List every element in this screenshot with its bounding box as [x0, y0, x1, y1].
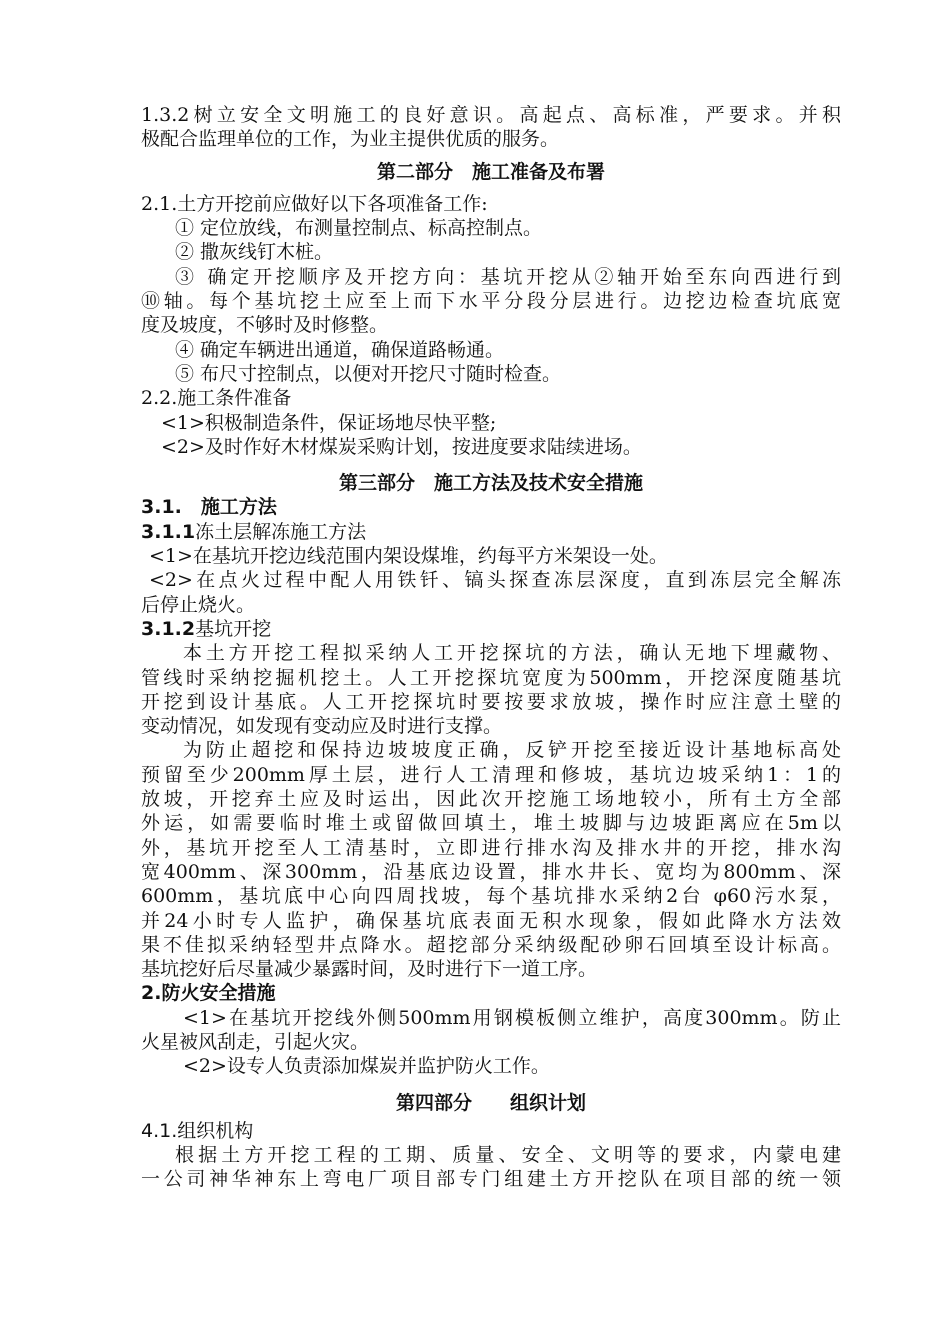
condition-item-2: <2>及时作好木材煤炭采购计划，按进度要求陆续进场。 — [161, 435, 642, 458]
excavation-para-2-line-4: 外运，如需要临时堆土或留做回填土，堆土坡脚与边坡距离应在5m以 — [141, 812, 841, 835]
paragraph-2-2: 2.2.施工条件准备 — [141, 387, 292, 410]
subsection-3-1-1-heading — [141, 520, 841, 544]
section-4-heading: 第四部分 组织计划 — [395, 1091, 586, 1114]
subsection-3-1-2-title: 基坑开挖 — [195, 617, 272, 640]
section-2-heading: 第二部分 施工准备及布署 — [376, 160, 605, 183]
excavation-para-2-line-1: 为防止超挖和保持边坡坡度正确，反铲开挖至接近设计基地标高处 — [183, 739, 841, 762]
list-item-4: ④ 确定车辆进出通道，确保道路畅通。 — [175, 338, 505, 361]
organization-para-line-1: 根据土方开挖工程的工期、质量、安全、文明等的要求，内蒙电建 — [175, 1144, 841, 1167]
fire-measure-1-line-1: <1>在基坑开挖线外侧500mm用钢模板侧立维护，高度300mm。防止 — [183, 1006, 841, 1029]
document-body — [141, 103, 841, 1192]
fire-measure-2: <2>设专人负责添加煤炭并监护防火工作。 — [183, 1055, 550, 1078]
excavation-para-2-line-8: 并24小时专人监护，确保基坑底表面无积水现象，假如此降水方法效 — [141, 909, 841, 932]
fire-measure-1-line-2: 火星被风刮走，引起火灾。 — [141, 1030, 370, 1053]
subsection-3-1-1-number: 3.1.1 — [141, 520, 196, 543]
paragraph-1-3-2-line-2: 极配合监理单位的工作，为业主提供优质的服务。 — [141, 128, 560, 151]
excavation-para-2-line-7: 600mm，基坑底中心向四周找坡，每个基坑排水采纳2台 φ60污水泵， — [141, 885, 841, 908]
subsection-3-1-1-title: 冻土层解冻施工方法 — [195, 520, 367, 543]
list-item-5: ⑤ 布尺寸控制点，以便对开挖尺寸随时检查。 — [175, 362, 562, 385]
excavation-para-2-line-6: 宽400mm、深300mm，沿基底边设置，排水井长、宽均为800mm、深 — [141, 860, 841, 883]
paragraph-2-1: 2.1.土方开挖前应做好以下各项准备工作: — [141, 192, 488, 215]
excavation-para-1-line-3: 开挖到设计基底。人工开挖探坑时要按要求放坡，操作时应注意土壁的 — [141, 690, 841, 713]
condition-item-1: <1>积极制造条件，保证场地尽快平整; — [161, 411, 497, 434]
subsection-4-1-heading: 4.1.组织机构 — [141, 1119, 254, 1142]
subsection-3-1-heading: 3.1. 施工方法 — [141, 496, 277, 519]
subsection-3-1-2-heading — [141, 617, 841, 641]
list-item-2: ② 撒灰线钉木桩。 — [175, 241, 334, 264]
excavation-para-2-line-9: 果不佳拟采纳轻型井点降水。超挖部分采纳级配砂卵石回填至设计标高。 — [141, 933, 841, 956]
section-3-heading: 第三部分 施工方法及技术安全措施 — [338, 472, 643, 495]
excavation-para-2-line-2: 预留至少200mm厚土层，进行人工清理和修坡，基坑边坡采纳1：1的 — [141, 763, 841, 786]
excavation-para-2-line-3: 放坡，开挖弃土应及时运出，因此次开挖施工场地较小，所有土方全部 — [141, 788, 841, 811]
organization-para-line-2: 一公司神华神东上弯电厂项目部专门组建土方开挖队在项目部的统一领 — [141, 1168, 841, 1191]
list-item-3-cont-2: 度及坡度，不够时及时修整。 — [141, 314, 389, 337]
thaw-step-2-line-2: 后停止烧火。 — [141, 593, 256, 616]
excavation-para-2-line-10: 基坑挖好后尽量减少暴露时间，及时进行下一道工序。 — [141, 958, 598, 981]
excavation-para-2-line-5: 外，基坑开挖至人工清基时，立即进行排水沟及排水井的开挖，排水沟 — [141, 836, 841, 859]
thaw-step-2-line-1: <2>在点火过程中配人用铁钎、镐头探查冻层深度，直到冻层完全解冻 — [149, 569, 841, 592]
list-item-3: ③ 确定开挖顺序及开挖方向：基坑开挖从②轴开始至东向西进行到 — [175, 265, 841, 288]
subsection-3-1-2-number: 3.1.2 — [141, 617, 196, 640]
paragraph-1-3-2-line-1: 1.3.2树立安全文明施工的良好意识。高起点、高标准，严要求。并积 — [141, 104, 841, 126]
excavation-para-1-line-2: 管线时采纳挖掘机挖土。人工开挖探坑宽度为500mm，开挖深度随基坑 — [141, 666, 841, 689]
excavation-para-1-line-1: 本土方开挖工程拟采纳人工开挖探坑的方法，确认无地下埋藏物、 — [183, 642, 841, 665]
thaw-step-1: <1>在基坑开挖边线范围内架设煤堆，约每平方米架设一处。 — [149, 545, 668, 568]
excavation-para-1-line-4: 变动情况，如发现有变动应及时进行支撑。 — [141, 715, 503, 738]
fire-safety-heading: 2.防火安全措施 — [141, 982, 276, 1005]
list-item-3-cont-1: ⑩轴。每个基坑挖土应至上而下水平分段分层进行。边挖边检查坑底宽 — [141, 290, 841, 313]
list-item-1: ① 定位放线，布测量控制点、标高控制点。 — [175, 217, 543, 240]
